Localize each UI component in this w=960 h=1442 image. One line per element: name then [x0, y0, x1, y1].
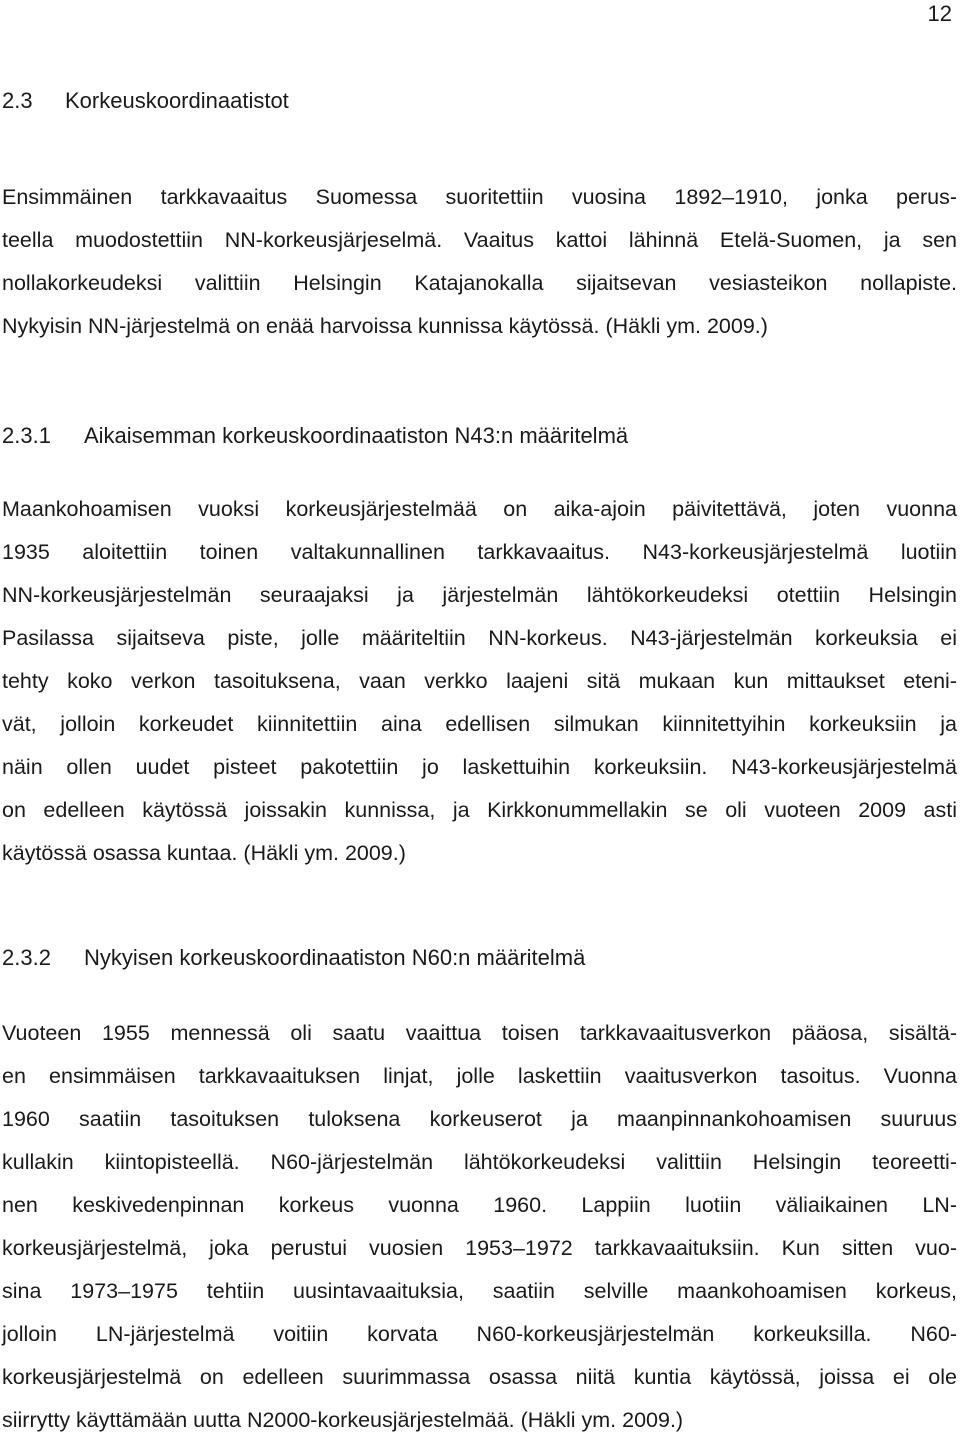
- paragraph-line: Nykyisin NN-järjestelmä on enää harvoissa kunnissa käytössä. (Häkli ym. 2009.): [2, 314, 768, 338]
- paragraph-line: käytössä osassa kuntaa. (Häkli ym. 2009.): [2, 841, 406, 865]
- subsection-number: 2.3.2: [2, 945, 51, 970]
- section-paragraph: [2, 176, 957, 348]
- paragraph-line: NN-korkeusjärjestelmän seuraajaksi ja järjestelmän lähtökorkeudeksi otettiin Helsingin: [2, 583, 957, 607]
- paragraph-line: Maankohoamisen vuoksi korkeusjärjestelmää on aika-ajoin päivitettävä, joten vuonna: [2, 497, 957, 521]
- paragraph-line: siirrytty käyttämään uutta N2000-korkeusjärjestelmää. (Häkli ym. 2009.): [2, 1408, 684, 1432]
- subsection-paragraph: [2, 488, 957, 875]
- subsection-heading: [2, 423, 628, 449]
- paragraph-line: tehty koko verkon tasoituksena, vaan verkko laajeni sitä mukaan kun mittaukset eteni-: [2, 669, 957, 693]
- subsection-heading: [2, 945, 585, 971]
- subsection-paragraph: [2, 1012, 957, 1442]
- paragraph-line: on edelleen käytössä joissakin kunnissa, ja Kirkkonummellakin se oli vuoteen 2009 asti: [2, 798, 957, 822]
- paragraph-line: näin ollen uudet pisteet pakotettiin jo laskettuihin korkeuksiin. N43-korkeusjärjestelmä: [2, 755, 957, 779]
- subsection-title: Nykyisen korkeuskoordinaatiston N60:n määritelmä: [84, 945, 586, 970]
- paragraph-line: teella muodostettiin NN-korkeusjärjeselmä. Vaaitus kattoi lähinnä Etelä-Suomen, ja sen: [2, 228, 957, 252]
- paragraph-line: kullakin kiintopisteellä. N60-järjestelmän lähtökorkeudeksi valittiin Helsingin teoreetti-: [2, 1150, 957, 1174]
- paragraph-line: 1935 aloitettiin toinen valtakunnallinen tarkkavaaitus. N43-korkeusjärjestelmä luotiin: [2, 540, 957, 564]
- paragraph-line: vät, jolloin korkeudet kiinnitettiin aina edellisen silmukan kiinnitettyihin korkeuksiin ja: [2, 712, 957, 736]
- paragraph-line: Ensimmäinen tarkkavaaitus Suomessa suoritettiin vuosina 1892–1910, jonka perus-: [2, 185, 957, 209]
- paragraph-line: Pasilassa sijaitseva piste, jolle määriteltiin NN-korkeus. N43-järjestelmän korkeuksia ei: [2, 626, 957, 650]
- paragraph-line: korkeusjärjestelmä on edelleen suurimmassa osassa niitä kuntia käytössä, joissa ei ole: [2, 1365, 957, 1389]
- section-heading: [2, 88, 289, 114]
- subsection-title: Aikaisemman korkeuskoordinaatiston N43:n määritelmä: [84, 423, 629, 448]
- section-title: Korkeuskoordinaatistot: [65, 88, 289, 113]
- subsection-number: 2.3.1: [2, 423, 51, 448]
- paragraph-line: jolloin LN-järjestelmä voitiin korvata N60-korkeusjärjestelmän korkeuksilla. N60-: [2, 1322, 957, 1346]
- section-number: 2.3: [2, 88, 33, 113]
- paragraph-line: Vuoteen 1955 mennessä oli saatu vaaittua toisen tarkkavaaitusverkon pääosa, sisältä-: [2, 1021, 957, 1045]
- paragraph-line: en ensimmäisen tarkkavaaituksen linjat, jolle laskettiin vaaitusverkon tasoitus. Vuonna: [2, 1064, 957, 1088]
- paragraph-line: 1960 saatiin tasoituksen tuloksena korkeuserot ja maanpinnankohoamisen suuruus: [2, 1107, 957, 1131]
- paragraph-line: korkeusjärjestelmä, joka perustui vuosien 1953–1972 tarkkavaaituksiin. Kun sitten vuo-: [2, 1236, 957, 1260]
- paragraph-line: nollakorkeudeksi valittiin Helsingin Katajanokalla sijaitsevan vesiasteikon nollapiste.: [2, 271, 957, 295]
- paragraph-line: nen keskivedenpinnan korkeus vuonna 1960. Lappiin luotiin väliaikainen LN-: [2, 1193, 957, 1217]
- page-number: 12: [927, 1, 952, 26]
- paragraph-line: sina 1973–1975 tehtiin uusintavaaituksia, saatiin selville maankohoamisen korkeus,: [2, 1279, 957, 1303]
